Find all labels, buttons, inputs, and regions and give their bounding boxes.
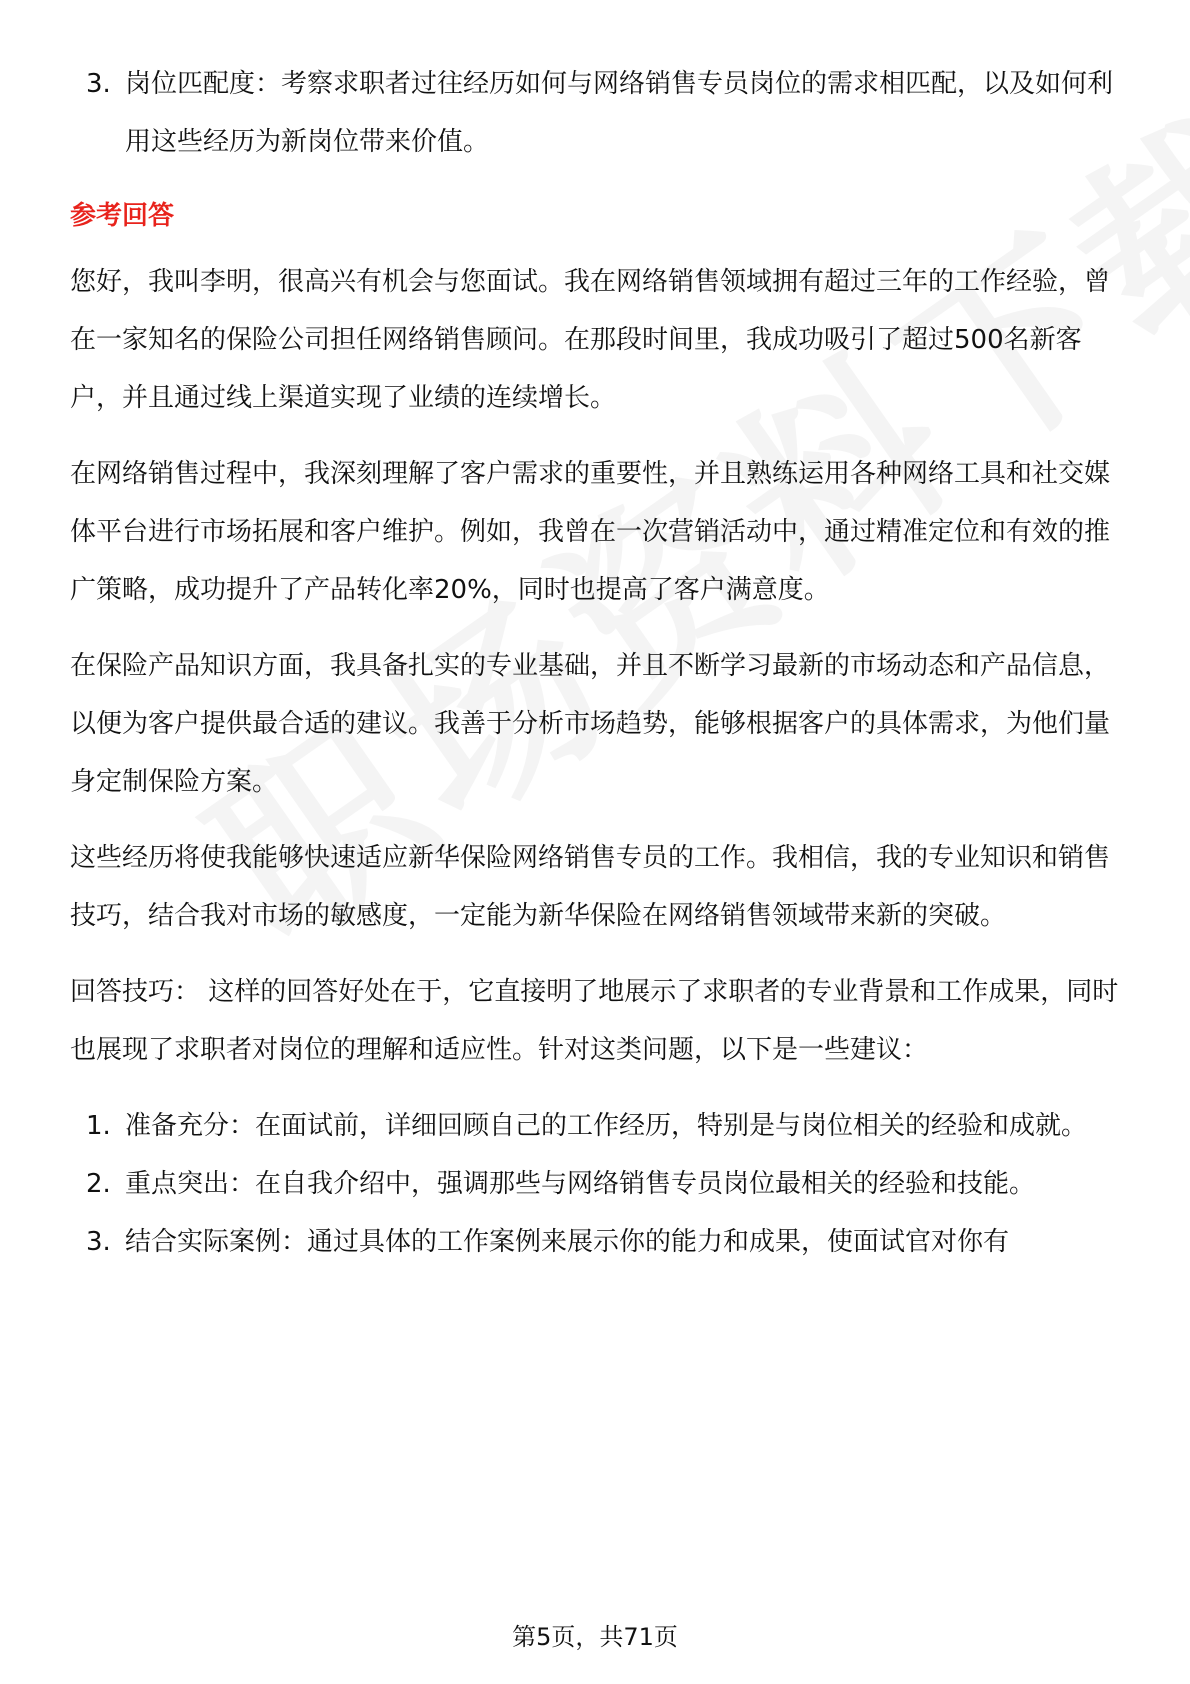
list-item-number: 2.: [86, 1169, 111, 1199]
list-item: [70, 55, 1120, 171]
list-item-text: 结合实际案例：通过具体的工作案例来展示你的能力和成果，使面试官对你有: [125, 1227, 1010, 1257]
list-item-number: 1.: [86, 1111, 111, 1141]
list-item: [70, 1213, 1120, 1271]
answer-paragraph-2: 在网络销售过程中，我深刻理解了客户需求的重要性，并且熟练运用各种网络工具和社交媒体平台进行市场拓展和客户维护。例如，我曾在一次营销活动中，通过精准定位和有效的推广策略，成功提升了产品转化率20%，同时也提高了客户满意度。: [70, 459, 1111, 605]
criteria-list: [70, 55, 1120, 171]
answer-paragraph-1: 您好，我叫李明，很高兴有机会与您面试。我在网络销售领域拥有超过三年的工作经验，曾在一家知名的保险公司担任网络销售顾问。在那段时间里，我成功吸引了超过500名新客户，并且通过线上渠道实现了业绩的连续增长。: [70, 267, 1111, 413]
page-footer: 第5页，共71页: [512, 1623, 678, 1651]
list-item-text: 重点突出：在自我介绍中，强调那些与网络销售专员岗位最相关的经验和技能。: [125, 1169, 1036, 1199]
document-body: [70, 55, 1120, 1271]
tips-list: [70, 1097, 1120, 1271]
answer-tips-intro: 回答技巧： 这样的回答好处在于，它直接明了地展示了求职者的专业背景和工作成果，同时也展现了求职者对岗位的理解和适应性。针对这类问题，以下是一些建议：: [70, 977, 1119, 1065]
answer-paragraph-3: 在保险产品知识方面，我具备扎实的专业基础，并且不断学习最新的市场动态和产品信息，以便为客户提供最合适的建议。我善于分析市场趋势，能够根据客户的具体需求，为他们量身定制保险方案。: [70, 651, 1111, 797]
list-item-text: 准备充分：在面试前，详细回顾自己的工作经历，特别是与岗位相关的经验和成就。: [125, 1111, 1088, 1141]
list-item-number: 3.: [86, 1227, 111, 1257]
answer-paragraph-4: 这些经历将使我能够快速适应新华保险网络销售专员的工作。我相信，我的专业知识和销售技巧，结合我对市场的敏感度，一定能为新华保险在网络销售领域带来新的突破。: [70, 843, 1111, 931]
section-heading: 参考回答: [70, 201, 175, 231]
list-item-number: 3.: [86, 69, 111, 99]
list-item: [70, 1097, 1120, 1155]
list-item: [70, 1155, 1120, 1213]
list-item-text: 岗位匹配度：考察求职者过往经历如何与网络销售专员岗位的需求相匹配，以及如何利用这些经历为新岗位带来价值。: [125, 69, 1114, 157]
